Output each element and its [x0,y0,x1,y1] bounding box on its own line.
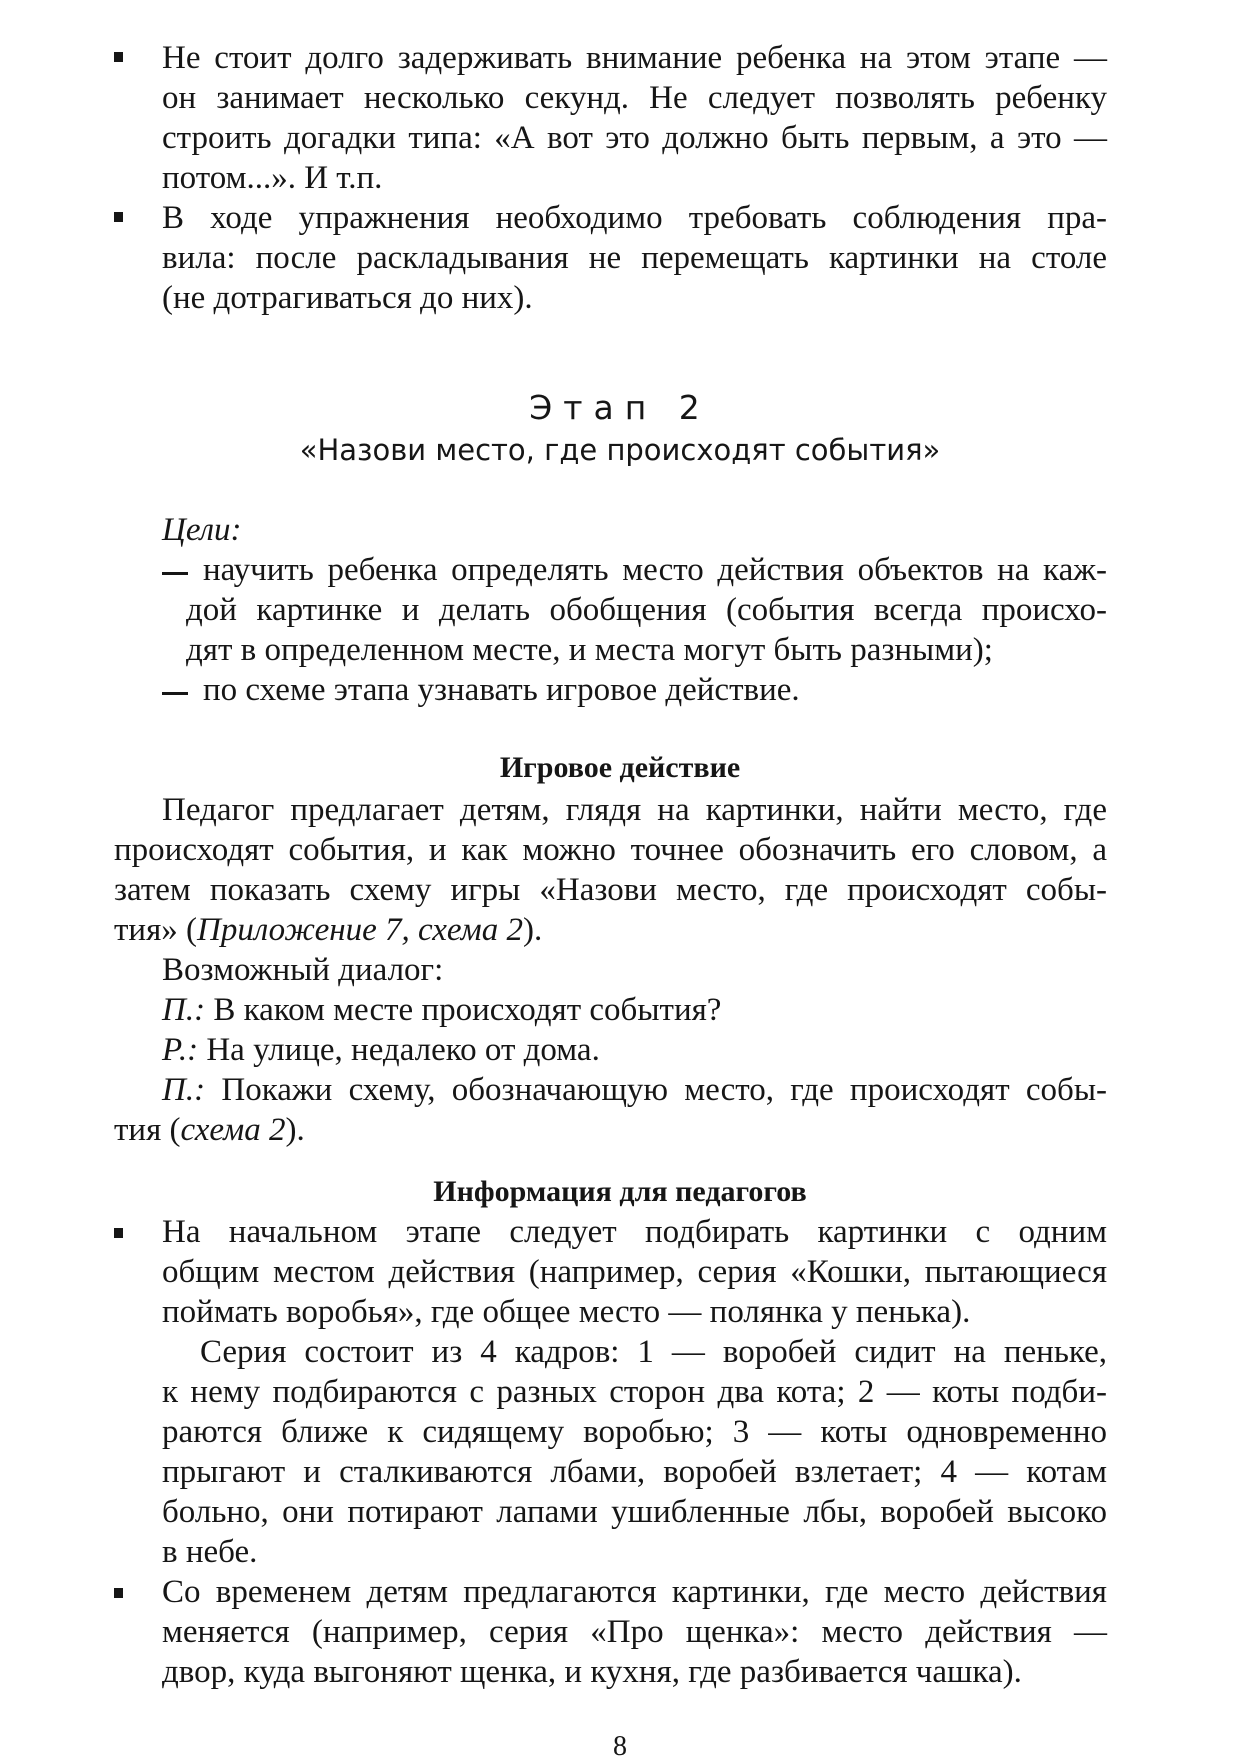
info-bullet-1 [162,1212,1107,1572]
text-line: На начальном этапе следует подбирать картинки с одним [162,1214,1107,1250]
game-action-paragraph [114,790,1107,1150]
text-line: Педагог предлагает детям, глядя на картинки, найти место, где [162,792,1107,828]
text-line: затем показать схему игры «Назови место, где происходят собы- [114,872,1107,908]
section-heading-info: Информация для педагогов [433,1175,807,1208]
text-span: ). [522,912,543,948]
bullet-square-icon [114,52,123,62]
stage-title: «Назови место, где происходят события» [299,433,941,467]
dash-mark [162,572,188,575]
text-line: дят в определенном месте, и места могут быть разными); [186,632,993,668]
text-span: тия ( [114,1112,181,1148]
text-line: строить догадки типа: «А вот это должно быть первым, а это — [162,120,1107,156]
text-line: больно, они потирают лапами ушибленные лбы, воробей высоко [162,1494,1107,1530]
dialog-text: На улице, недалеко от дома. [206,1032,600,1068]
stage-label: Этап 2 [529,388,711,427]
text-span: ). [285,1112,305,1148]
text-line: раются ближе к сидящему воробью; 3 — коты одновременно [162,1414,1107,1450]
text-line: (не дотрагиваться до них). [162,280,533,316]
text-line: в небе. [162,1534,258,1570]
text-line: он занимает несколько секунд. Не следует позволять ребенку [162,80,1107,116]
dialog-line [114,990,1107,1030]
appendix-reference: Приложение 7, схема 2 [197,912,523,948]
dialog-line [114,1030,1107,1070]
text-line: В ходе упражнения необходимо требовать соблюдения пра- [162,200,1107,236]
speaker: П.: [162,1072,206,1108]
text-line: двор, куда выгоняют щенка, и кухня, где разбивается чашка). [162,1654,1022,1690]
speaker: П.: [162,992,206,1028]
text-line: поймать воробья», где общее место — полянка у пенька). [162,1294,971,1330]
goal-item-2 [203,670,1107,710]
page-number: 8 [613,1731,627,1762]
text-line: Не стоит долго задерживать внимание ребенка на этом этапе — [162,40,1107,76]
section-heading-game-action: Игровое действие [499,751,741,784]
bullet-square-icon [114,212,123,222]
dash-mark [162,692,188,695]
text-line: вила: после раскладывания не перемещать картинки на столе [162,240,1107,276]
intro-bullet-1 [162,38,1107,198]
speaker: Р.: [162,1032,199,1068]
intro-bullet-2 [162,198,1107,318]
text-line: происходят события, и как можно точнее обозначить его словом, а [114,832,1107,868]
text-line: меняется (например, серия «Про щенка»: место действия — [162,1614,1107,1650]
text-line [114,1110,1107,1150]
dialog-line [114,1070,1107,1110]
text-line: прыгают и сталкиваются лбами, воробей взлетает; 4 — котам [162,1454,1107,1490]
text-line: к нему подбираются с разных сторон два кота; 2 — коты подби- [162,1374,1107,1410]
text-line: Серия состоит из 4 кадров: 1 — воробей сидит на пеньке, [200,1334,1107,1370]
text-line: потом...». И т.п. [162,160,383,196]
text-line [114,910,1107,950]
text-line: по схеме этапа узнавать игровое действие. [203,672,800,708]
text-span: тия» ( [114,912,197,948]
bullet-square-icon [114,1228,123,1238]
dialog-text: В каком месте происходят события? [213,992,722,1028]
bullet-square-icon [114,1588,123,1598]
text-line: Со временем детям предлагаются картинки, где место действия [162,1574,1107,1610]
goal-item-1-cont [186,590,1107,670]
text-line: дой картинке и делать обобщения (события всегда происхо- [186,592,1107,628]
dialog-text: Покажи схему, обозначающую место, где происходят собы- [221,1072,1107,1108]
goals-label: Цели: [162,512,242,548]
dialog-intro: Возможный диалог: [162,952,444,988]
text-line: общим местом действия (например, серия «Кошки, пытающиеся [162,1254,1107,1290]
scheme-reference: схема 2 [180,1112,286,1148]
text-line: научить ребенка определять место действия объектов на каж- [203,552,1107,588]
goal-item-1 [203,550,1107,590]
info-bullet-2 [162,1572,1107,1692]
